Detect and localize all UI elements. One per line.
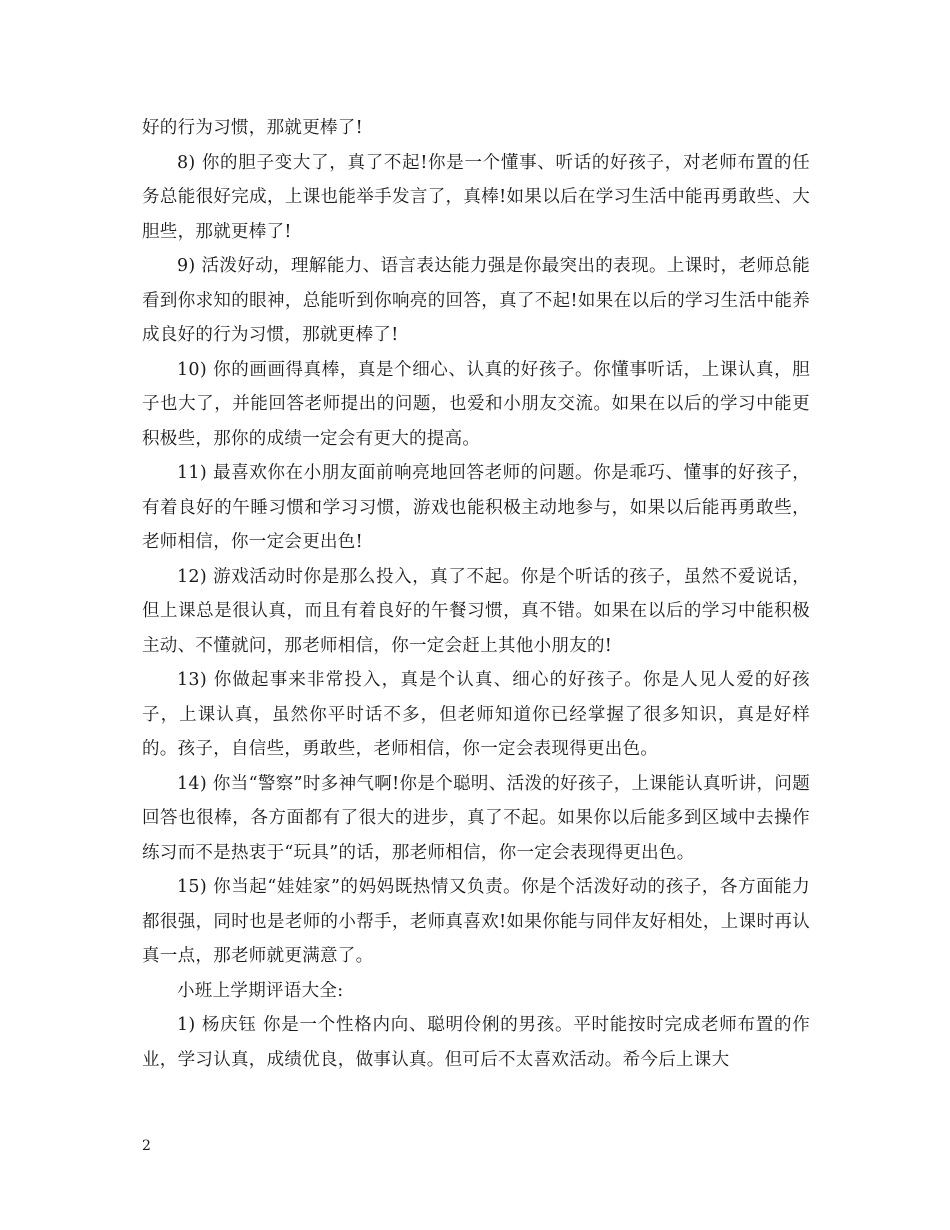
paragraph-item-11: 11) 最喜欢你在小朋友面前响亮地回答老师的问题。你是乖巧、懂事的好孩子，有着良好的午睡习惯和学习习惯，游戏也能积极主动地参与，如果以后能再勇敢些，老师相信，你一定会更出色! bbox=[142, 463, 810, 552]
paragraph-item-15: 15) 你当起“娃娃家”的妈妈既热情又负责。你是个活泼好动的孩子，各方面能力都很强，同时也是老师的小帮手，老师真喜欢!如果你能与同伴友好相处，上课时再认真一点，那老师就更满意了。 bbox=[142, 877, 810, 966]
page-number: 2 bbox=[142, 1138, 151, 1154]
paragraph-item-12: 12) 游戏活动时你是那么投入，真了不起。你是个听话的孩子，虽然不爱说话，但上课总是很认真，而且有着良好的午餐习惯，真不错。如果在以后的学习中能积极主动、不懂就问，那老师相信，你一定会赶上其他小朋友的! bbox=[142, 566, 810, 656]
paragraph-item-10: 10) 你的画画得真棒，真是个细心、认真的好孩子。你懂事听话，上课认真，胆子也大了，并能回答老师提出的问题，也爱和小朋友交流。如果在以后的学习中能更积极些，那你的成绩一定会有更大的提高。 bbox=[142, 359, 810, 449]
paragraph-section-item-1: 1) 杨庆钰 你是一个性格内向、聪明伶俐的男孩。平时能按时完成老师布置的作业，学习认真，成绩优良，做事认真。但可后不太喜欢活动。希今后上课大 bbox=[142, 1015, 810, 1070]
document-body bbox=[142, 111, 810, 1077]
paragraph-continuation: 好的行为习惯，那就更棒了! bbox=[142, 118, 363, 138]
section-heading: 小班上学期评语大全: bbox=[177, 980, 344, 1001]
paragraph-item-13: 13) 你做起事来非常投入，真是个认真、细心的好孩子。你是人见人爱的好孩子，上课认真，虽然你平时话不多，但老师知道你已经掌握了很多知识，真是好样的。孩子，自信些，勇敢些，老师相信，你一定会表现得更出色。 bbox=[142, 670, 810, 759]
paragraph-item-8: 8) 你的胆子变大了，真了不起!你是一个懂事、听话的好孩子，对老师布置的任务总能很好完成，上课也能举手发言了，真棒!如果以后在学习生活中能再勇敢些、大胆些，那就更棒了! bbox=[142, 152, 810, 242]
paragraph-item-9: 9) 活泼好动，理解能力、语言表达能力强是你最突出的表现。上课时，老师总能看到你求知的眼神，总能听到你响亮的回答，真了不起!如果在以后的学习生活中能养成良好的行为习惯，那就更棒了! bbox=[142, 256, 810, 345]
paragraph-item-14: 14) 你当“警察”时多神气啊!你是个聪明、活泼的好孩子，上课能认真听讲，问题回答也很棒，各方面都有了很大的进步，真了不起。如果你以后能多到区域中去操作练习而不是热衷于“玩具”的话，那老师相信，你一定会表现得更出色。 bbox=[142, 773, 810, 863]
